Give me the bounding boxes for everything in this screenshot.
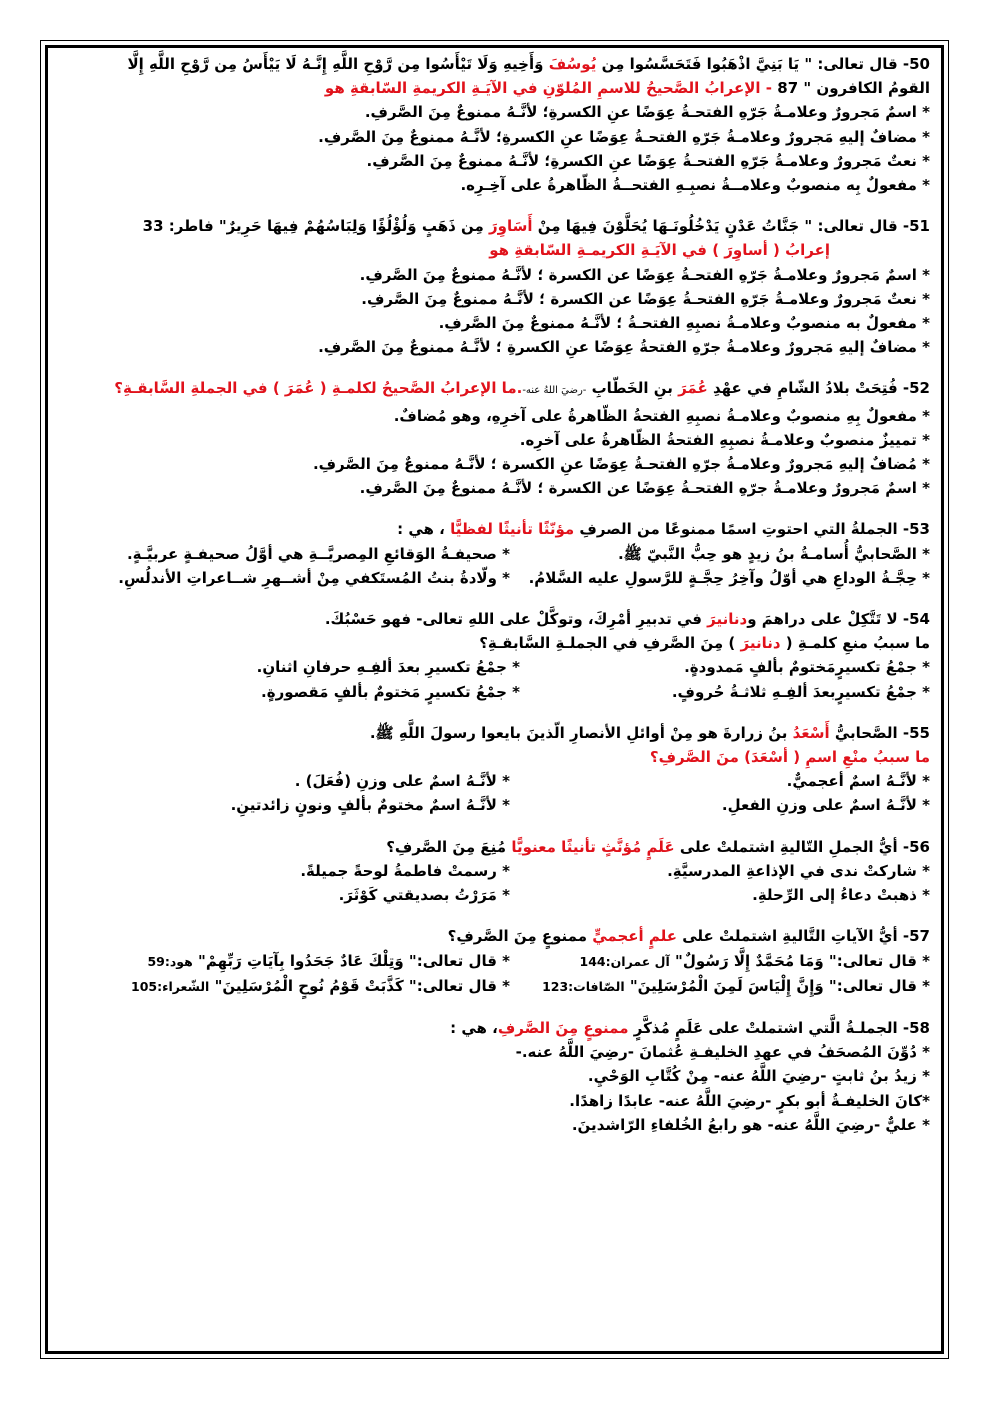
answer-option[interactable]: * قال تعالى:" وَتِلْكَ عَادٌ جَحَدُوا بِآيَاتِ رَبِّهِمْ" هود:59	[147, 951, 510, 970]
answer-option[interactable]: * مضافٌ إليهِ مَجرورٌ وعلامـةُ جَرّهِ الفتحـةُ عِوَضًا عنِ الكسرةِ؛ لأنَّـهُ ممنوعٌ مِنَ الصَّرفِ.	[318, 127, 930, 146]
answer-option[interactable]: * جمْعُ تكسيرٍ مَختومٌ بألفٍ مَقصورةٍ.	[261, 682, 520, 701]
answer-option[interactable]: * الصَّحابيُّ أُسامـةُ بنُ زيدٍ هو حِبُّ النَّبيّ ﷺ.	[617, 544, 930, 563]
answer-option[interactable]: * مفعولٌ بِه منصوبٌ وعلامــةُ نصبِـهِ الفتحــةُ الظّاهرةُ على آخِـرِه.	[460, 176, 930, 195]
verse-reference: آل عمران:144	[579, 953, 670, 969]
options-row	[78, 949, 930, 974]
highlight-word: عَلَمٍ مُؤنَّثٍ تأنيثًا معنويًّا	[511, 837, 675, 856]
highlight-word: عُمَرَ	[678, 379, 708, 398]
answer-option[interactable]: * زيدُ بنُ ثابتٍ -رضِيَ اللَّهُ عنه- مِنْ كُتَّابِ الوَحْيِ.	[587, 1067, 930, 1086]
answer-option[interactable]: * حِجَّـةُ الوداعِ هي أوّلُ وآخِرُ حِجَّـةٍ للرَّسولِ عليه السَّلامُ.	[528, 568, 930, 587]
answer-option[interactable]: * لأنَّـهُ اسمٌ أعجميٌّ.	[786, 772, 930, 791]
question-57-stem: 57- أيُّ الآياتِ التَّاليةِ اشتملتْ على علمٍ أعجميٍّ ممنوعٍ مِنَ الصَّرفِ؟	[447, 927, 930, 946]
answer-option[interactable]: * مُضافٌ إليهِ مَجرورٌ وعلامـةُ جرّهِ الفتحـةُ عِوَضًا عنِ الكسرة ؛ لأنَّـهُ ممنوعٌ مِنَ الصَّرفِ.	[312, 455, 930, 474]
verse-reference: هود:59	[147, 953, 193, 969]
answer-option[interactable]: * لأنَّـهُ اسمٌ مختومٌ بألفٍ ونونٍ زائدتينِ.	[230, 796, 510, 815]
answer-option[interactable]: * اسمٌ مَجرورٌ وعلامـةُ جَرّهِ الفتحـةُ عِوَضًا عن الكسرة ؛ لأنَّـهُ ممنوعٌ مِنَ الصَّرفِ.	[359, 265, 930, 284]
question-prompt: ما سببُ منْعِ اسمِ ( أسْعَدَ) منَ الصَّرفِ؟	[649, 748, 930, 767]
question-54-stem: 54- لا تَتَّكِلْ على دراهمَ ودنانيرَ في تدبيرِ أمْرِكَ، وتوكَّلْ على اللهِ تعالى- فهو حَسْبُكَ.	[324, 610, 930, 629]
answer-option[interactable]: * جمْعُ تكسيرٍمَختومٌ بألفٍ مَمدودةٍ.	[684, 658, 930, 677]
question-50-stem: 50- قال تعالى: " يَا بَنِيَّ اذْهَبُوا فَتَحَسَّسُوا مِن يُوسُفَ وَأَخِيهِ وَلَا تَيْأَسُوا مِن رَّوْحِ اللَّهِ إِنَّـهُ لَا يَيْأَسُ مِن رَّوْحِ اللَّهِ إِلَّا	[127, 55, 930, 73]
question-54	[78, 607, 930, 704]
answer-option[interactable]: * ذهبتْ دعاءُ إلى الرِّحلةِ.	[752, 886, 930, 905]
answer-option[interactable]: * عليٌّ -رضِيَ اللَّهُ عنه- هو رابعُ الخُلفاءِ الرّاشدينَ.	[571, 1115, 930, 1134]
answer-option[interactable]: * شاركتْ ندى في الإذاعةِ المدرسيَّةِ.	[667, 861, 930, 880]
options-row	[78, 769, 930, 793]
answer-option[interactable]: * مضافٌ إليهِ مَجرورٌ وعلامـةُ جرّهِ الفتحةُ عِوَضًا عنِ الكسرةِ ؛ لأنَّـهُ ممنوعٌ مِنَ الصَّرفِ.	[318, 338, 930, 357]
highlight-word: ممنوعٍ مِنَ الصَّرفِ	[497, 1018, 629, 1037]
answer-option[interactable]: * مفعولٌ به منصوبٌ وعلامـةُ نصبِهِ الفتحـةُ ؛ لأنَّـهُ ممنوعٌ مِنَ الصَّرفِ.	[438, 314, 930, 333]
options-row	[78, 680, 930, 704]
verse-reference: الصّافات:123	[542, 978, 625, 994]
highlight-word: مؤنّثًا تأنيثًا لفظيًّا	[450, 520, 575, 539]
question-55-prompt	[78, 745, 930, 769]
answer-option[interactable]: * رسمتْ فاطمةُ لوحةً جميلةً.	[300, 861, 510, 880]
question-50-prompt: القومُ الكافرون " 87 - الإعرابُ الصَّحيحُ للاسمِ المُلوّنِ في الآيَـةِ الكريمةِ السّابقةِ هو	[324, 79, 930, 98]
question-55	[78, 721, 930, 818]
answer-option[interactable]: * جمْعُ تكسيرِ بعدَ ألفِـهِ حرفانِ اثنانِ.	[256, 658, 520, 677]
question-50	[78, 52, 930, 197]
answer-option[interactable]: * نعتٌ مَجرورٌ وعلامـةُ جَرّهِ الفتحـةُ عِوَضًا عن الكسرة ؛ لأنَّـهُ ممنوعٌ مِنَ الصَّرفِ.	[361, 289, 930, 308]
question-53-stem: 53- الجملةُ التي احتوتِ اسمًا ممنوعًا من الصرفِ مؤنّثًا تأنيثًا لفظيًّا ، هي :	[397, 520, 930, 539]
highlight-word: علمٍ أعجميٍّ	[592, 927, 678, 946]
options-row	[78, 542, 930, 566]
question-56-stem: 56- أيُّ الجملِ التّاليةِ اشتملتْ على عَلَمٍ مُؤنَّثٍ تأنيثًا معنويًّا مُنِعَ مِنَ الصَّرفِ؟	[386, 837, 930, 856]
answer-option[interactable]: * دُوِّنَ المُصحَفُ في عهدِ الخليفـةِ عُثمانَ -رضِيَ اللَّهُ عنه.-	[515, 1043, 930, 1062]
options-row	[78, 883, 930, 907]
question-prompt: - الإعرابُ الصَّحيحُ للاسمِ المُلوّنِ في الآيَـةِ الكريمةِ السّابقةِ هو	[324, 79, 773, 98]
answer-option[interactable]: * جمْعُ تكسيرٍبعدَ ألفِـهِ ثلاثـةُ حُروفٍ.	[671, 682, 930, 701]
options-row	[78, 974, 930, 999]
answer-option[interactable]: * قال تعالى:" كَذَّبَتْ قَوْمُ نُوحٍ الْمُرْسَلِينَ" الشّعراء:105	[131, 976, 510, 995]
question-58-stem: 58- الجملـةُ الَّتي اشتملتْ على عَلَمٍ مُذكَّرٍ ممنوعٍ مِنَ الصَّرفِ، هي :	[450, 1018, 930, 1037]
worksheet	[78, 52, 930, 1154]
answer-option[interactable]: * مفعولٌ بِهِ منصوبٌ وعلامـةُ نصبِهِ الفتحةُ الظّاهرةُ على آخرِهِ، وهو مُضافٌ.	[393, 406, 930, 425]
highlight-word: دنانيرَ	[740, 634, 781, 653]
answer-option[interactable]: * مَرَرْتُ بصديقتي كَوْثَرَ.	[338, 886, 510, 905]
answer-option[interactable]: * قال تعالى:" وَإِنَّ إِلْيَاسَ لَمِنَ الْمُرْسَلِينَ" الصّافات:123	[542, 976, 930, 995]
answer-option[interactable]: * نعتٌ مَجرورٌ وعلامـةُ جَرّهِ الفتحـةُ عِوَضًا عنِ الكسرةِ؛ لأنَّـهُ ممنوعٌ مِنَ الصَّرفِ.	[366, 151, 930, 170]
answer-option[interactable]: * لأنَّـهُ اسمٌ على وزنِ الفعلِ.	[721, 796, 930, 815]
options-row	[78, 566, 930, 590]
question-53	[78, 517, 930, 590]
question-52	[78, 376, 930, 500]
answer-option[interactable]: * لأنَّـهُ اسمٌ على وزنِ (فُعَلَ) .	[294, 772, 510, 791]
question-51	[78, 214, 930, 359]
options-row	[78, 655, 930, 679]
question-prompt: .ما الإعرابُ الصَّحيحُ لكلمـةِ ( عُمَرَ ) في الجملةِ السَّابقـةِ؟	[114, 379, 523, 398]
answer-option[interactable]: * تمييزٌ منصوبٌ وعلامـةُ نصبِهِ الفتحةُ الظّاهرةُ على آخرِه.	[519, 430, 930, 449]
question-prompt: إعرابُ ( أساوِرَ ) في الآيَـةِ الكريمـةِ السّابقةِ هو	[489, 241, 830, 260]
answer-option[interactable]: * قال تعالى:" وَمَا مُحَمَّدٌ إِلَّا رَسُولٌ" آل عمران:144	[579, 951, 930, 970]
answer-option[interactable]: * اسمٌ مَجرورٌ وعلامـةُ جَرّهِ الفتحـةُ عِوَضًا عنِ الكسرةِ؛ لأنَّـهُ ممنوعٌ مِنَ الصَّرفِ.	[364, 103, 930, 122]
answer-option[interactable]: *كانَ الخليفـةُ أبو بكرٍ -رضِيَ اللَّهُ عنه- عابدًا زاهدًا.	[569, 1091, 930, 1110]
highlight-word: أَسْعَدُ	[792, 723, 830, 742]
highlight-word: أَسَاوِرَ	[489, 217, 533, 236]
options-row	[78, 859, 930, 883]
verse-reference: الشّعراء:105	[131, 978, 210, 994]
question-52-stem: 52- فُتِحَتْ بلادُ الشّامِ في عهْدِ عُمَرَ بنِ الخَطّابِ -رضيَ اللهُ عنه-.ما الإعرابُ الصَّحيحُ لكلمـةِ ( عُمَرَ ) في الجملةِ السَّابقـةِ؟	[114, 379, 930, 398]
highlight-word: دنانيرَ	[707, 610, 748, 629]
options-row	[78, 793, 930, 817]
answer-option[interactable]: * اسمٌ مَجرورٌ وعلامـةُ جرّهِ الفتحـةُ عِوَضًا عن الكسرة ؛ لأنَّـهُ ممنوعٌ مِنَ الصَّرفِ.	[359, 479, 930, 498]
highlight-word: يُوسُفَ	[548, 55, 597, 73]
question-58	[78, 1016, 930, 1137]
answer-option[interactable]: * صحيفـةُ الوَقائعِ المِصريَّــةِ هي أوَّلُ صحيفـةٍ عربيَّـةٍ.	[126, 544, 510, 563]
question-55-stem: 55- الصَّحابيُّ أَسْعَدُ بنُ زرارةَ هو مِنْ أوائلِ الأنصارِ الّذينَ بايعوا رسولَ اللَّهِ ﷺ.	[369, 723, 930, 742]
question-56	[78, 835, 930, 908]
question-51-prompt	[78, 238, 930, 262]
question-51-stem: 51- قال تعالى: " جَنَّاتُ عَدْنٍ يَدْخُلُونَـهَا يُحَلَّوْنَ فِيهَا مِنْ أَسَاوِرَ مِن ذَهَبٍ وَلُؤْلُؤًا وَلِبَاسُهُمْ فِيهَا حَرِيرٌ" فاطر: 33	[142, 217, 930, 236]
question-54-prompt: ما سببُ منعِ كلمـةِ ( دنانيرَ ) مِنَ الصَّرفِ في الجملـةِ السَّابقـةِ؟	[479, 634, 930, 653]
answer-option[interactable]: * ولّادةُ بنتُ المُستَكفي مِنْ أشــهرِ شــاعراتِ الأندلُسِ.	[118, 568, 510, 587]
question-57	[78, 924, 930, 999]
